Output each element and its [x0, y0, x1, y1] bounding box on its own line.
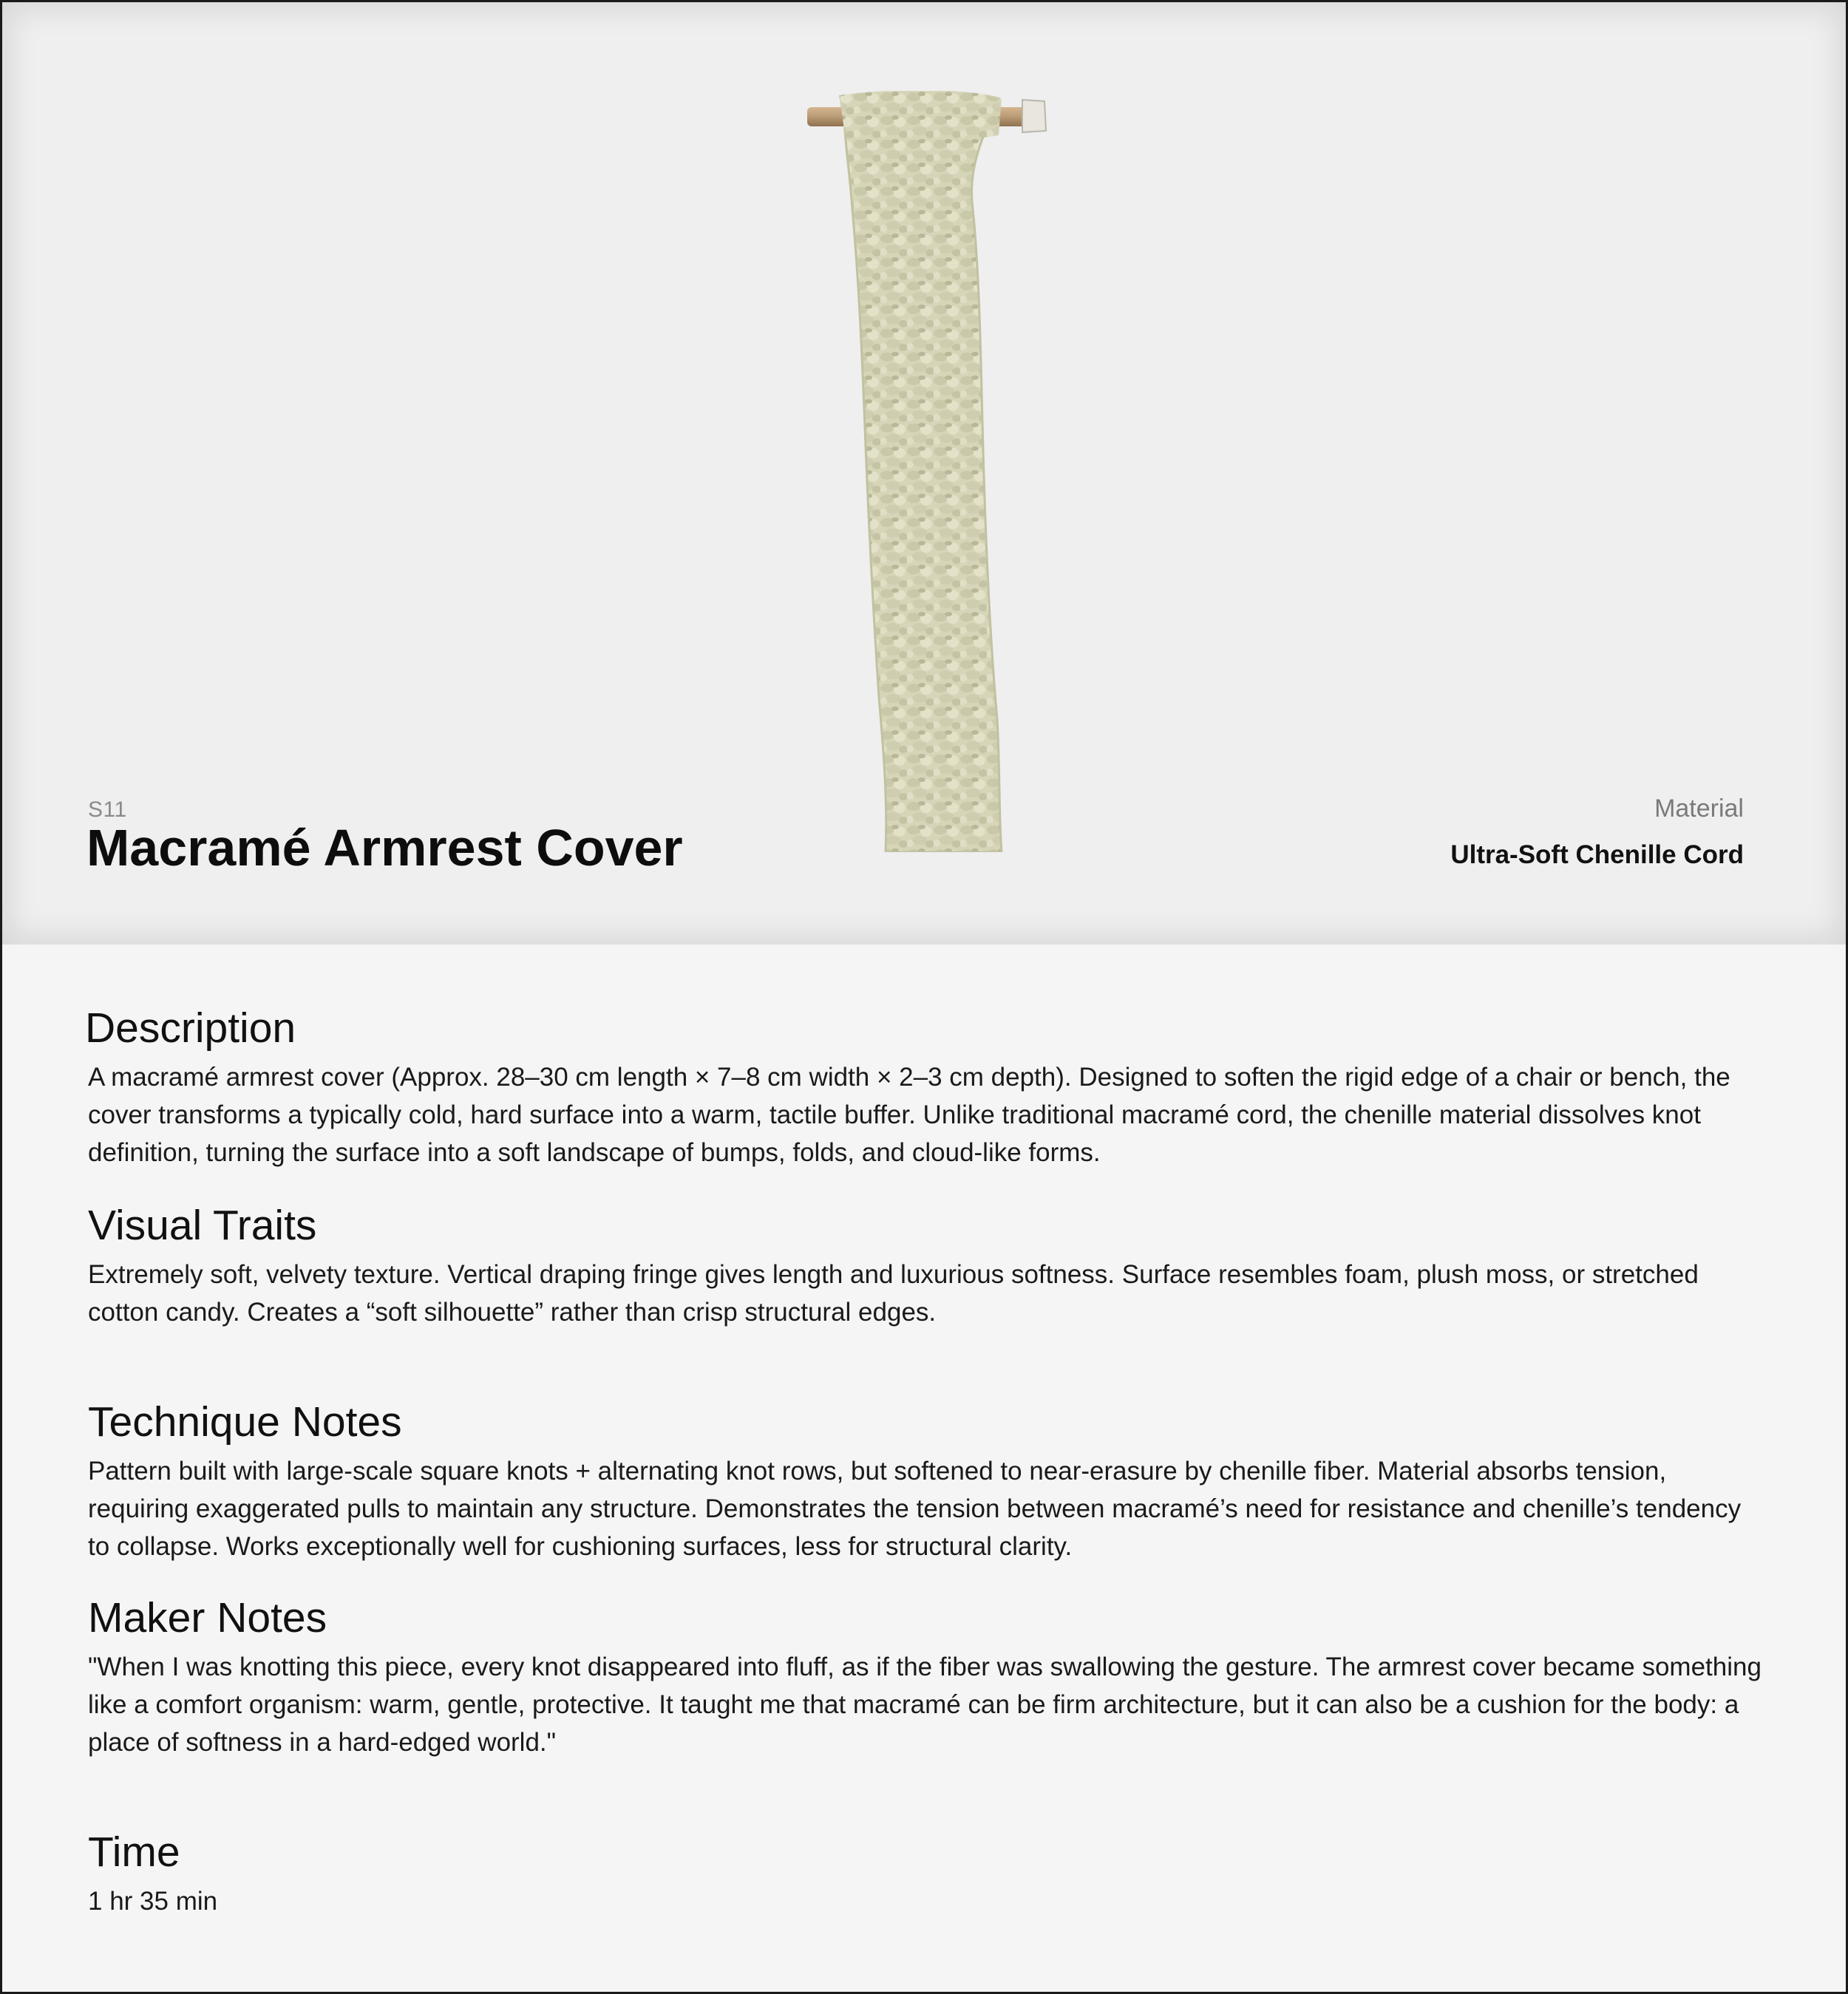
visual-traits-section: [88, 1201, 1766, 1331]
technique-notes-section: [88, 1398, 1766, 1565]
material-value: Ultra-Soft Chenille Cord: [1450, 840, 1744, 869]
dowel-rope-end: [1022, 100, 1046, 132]
chenille-top-wrap: [839, 91, 1002, 140]
item-code: S11: [88, 797, 127, 822]
description-body: A macramé armrest cover (Approx. 28–30 cm length × 7–8 cm width × 2–3 cm depth). Designed to soften the rigid edge of a chair or bench, the cover transforms a typically cold, hard surface into a warm, tactile buffer. Unlike traditional macramé cord, the chenille material dissolves knot definition, turning the surface into a soft landscape of bumps, folds, and cloud-like forms.: [88, 1063, 1730, 1167]
maker-notes-heading: Maker Notes: [88, 1594, 327, 1641]
technique-notes-heading: Technique Notes: [88, 1398, 402, 1446]
time-section: [88, 1828, 1766, 1920]
material-label: Material: [1654, 794, 1744, 823]
time-value: 1 hr 35 min: [88, 1887, 218, 1916]
maker-notes-section: [88, 1593, 1766, 1761]
chenille-body: [844, 92, 1002, 852]
product-image: [801, 91, 1052, 852]
time-heading: Time: [88, 1828, 180, 1876]
visual-traits-heading: Visual Traits: [88, 1202, 317, 1249]
technique-notes-body: Pattern built with large-scale square knots + alternating knot rows, but softened to near-erasure by chenille fiber. Material absorbs tension, requiring exaggerated pulls to maintain any structure. Demonstrates the tension between macramé’s need for resistance and chenille’s tendency to collapse. Works exceptionally well for cushioning surfaces, less for structural clarity.: [88, 1457, 1742, 1561]
item-title: Macramé Armrest Cover: [86, 819, 683, 877]
maker-notes-body: "When I was knotting this piece, every knot disappeared into fluff, as if the fiber was swallowing the gesture. The armrest cover became something like a comfort organism: warm, gentle, protective. It taught me that macramé can be firm architecture, but it can also be a cushion for the body: a place of softness in a hard-edged world.": [88, 1653, 1762, 1757]
description-heading: Description: [85, 1004, 296, 1052]
visual-traits-body: Extremely soft, velvety texture. Vertical draping fringe gives length and luxurious softness. Surface resembles foam, plush moss, or stretched cotton candy. Creates a “soft silhouette” rather than crisp structural edges.: [88, 1260, 1699, 1327]
description-section: [85, 1004, 1766, 1171]
hero-section: [2, 2, 1846, 945]
